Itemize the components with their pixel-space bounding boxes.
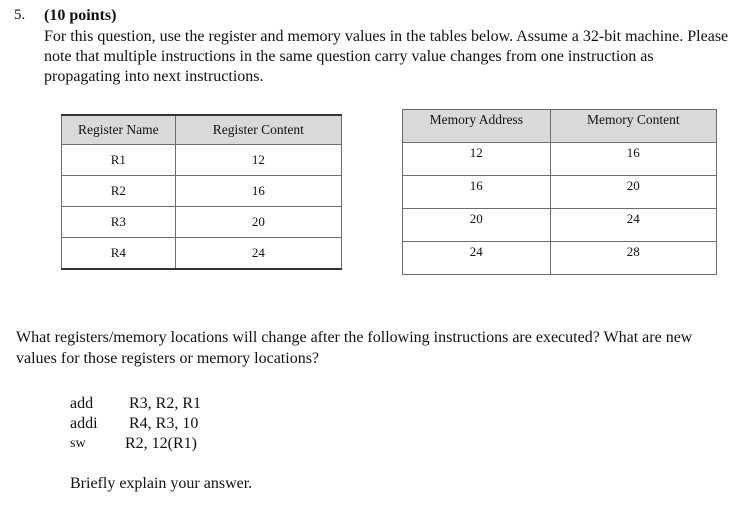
register-content-cell: 24 <box>175 238 341 270</box>
question-intro: For this question, use the register and memory values in the tables below. Assume a 32-bit machine. Please note that multiple instructions in the same question carry value changes from one instruction as propagating into next instructions. <box>44 28 729 85</box>
instruction-op: addi <box>70 415 98 432</box>
memory-content-cell: 16 <box>550 143 716 176</box>
table-row <box>403 242 717 275</box>
memory-address-cell: 20 <box>403 209 551 242</box>
register-content-cell: 12 <box>175 145 341 176</box>
register-name-cell: R3 <box>62 207 176 238</box>
table-header-row <box>403 110 717 143</box>
table-row <box>62 238 342 270</box>
instruction-args: R4, R3, 10 <box>129 415 199 432</box>
memory-content-header: Memory Content <box>550 110 716 143</box>
table-row <box>62 176 342 207</box>
memory-address-cell: 24 <box>403 242 551 275</box>
explain-instruction: Briefly explain your answer. <box>70 475 253 492</box>
register-table <box>61 114 342 270</box>
table-row <box>62 207 342 238</box>
table-row <box>403 209 717 242</box>
memory-content-cell: 28 <box>550 242 716 275</box>
question-number: 5. <box>14 7 26 23</box>
instruction-op: sw <box>70 436 86 451</box>
instruction-args: R3, R2, R1 <box>129 395 202 412</box>
register-name-cell: R2 <box>62 176 176 207</box>
memory-address-header: Memory Address <box>403 110 551 143</box>
register-name-cell: R1 <box>62 145 176 176</box>
table-row <box>403 176 717 209</box>
instruction-op: add <box>70 395 94 412</box>
question-prompt: What registers/memory locations will change after the following instructions are executed? What are new values for those registers or memory locations? <box>16 329 693 367</box>
register-name-header: Register Name <box>62 115 176 145</box>
register-name-cell: R4 <box>62 238 176 270</box>
instruction-args: R2, 12(R1) <box>125 435 197 452</box>
question-points: (10 points) <box>44 7 117 24</box>
memory-address-cell: 16 <box>403 176 551 209</box>
register-content-header: Register Content <box>175 115 341 145</box>
memory-content-cell: 20 <box>550 176 716 209</box>
register-content-cell: 20 <box>175 207 341 238</box>
table-row <box>62 145 342 176</box>
table-header-row <box>62 115 342 145</box>
memory-table <box>402 109 717 275</box>
register-content-cell: 16 <box>175 176 341 207</box>
memory-address-cell: 12 <box>403 143 551 176</box>
memory-content-cell: 24 <box>550 209 716 242</box>
table-row <box>403 143 717 176</box>
